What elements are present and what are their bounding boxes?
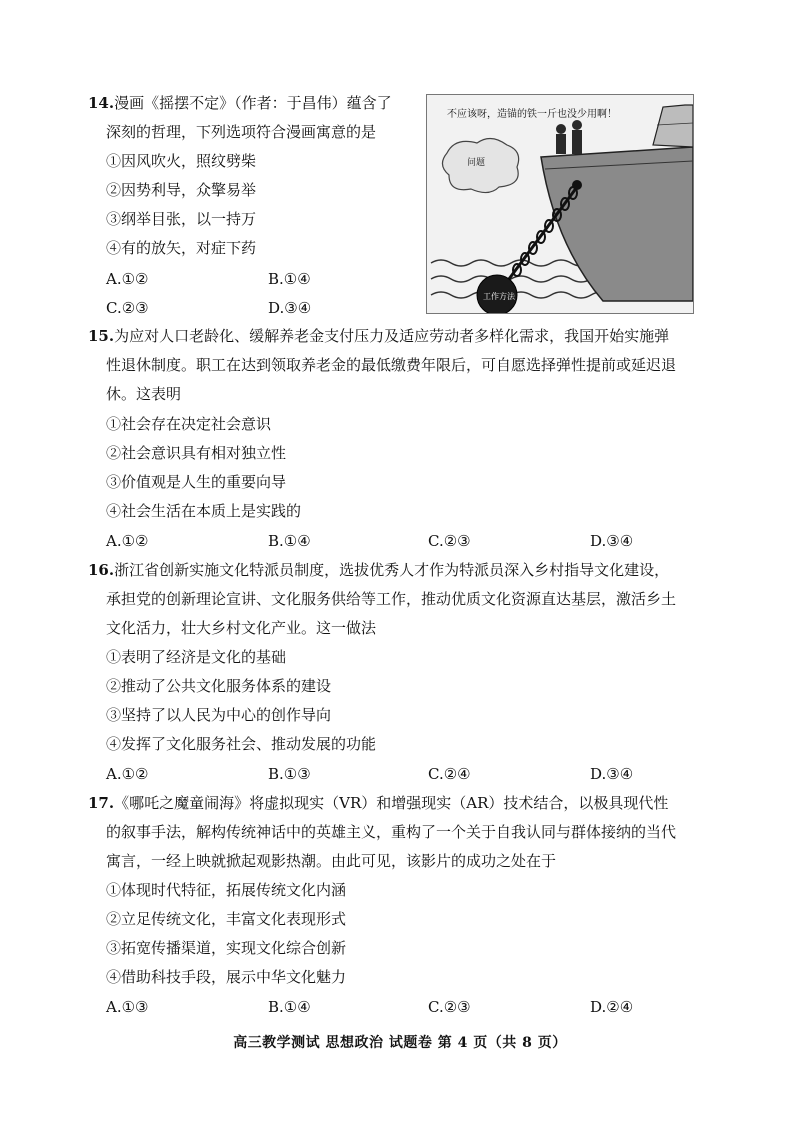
cartoon-drawing [427, 95, 693, 313]
q14-option-c: C.②③ [106, 299, 149, 317]
q14-number: 14. [88, 94, 115, 112]
q14-option-a: A.①② [106, 270, 149, 288]
q15-stem-line-2: 性退休制度。职工在达到领取养老金的最低缴费年限后，可自愿选择弹性提前或延迟退 [106, 356, 677, 374]
hawse-hole [572, 180, 582, 190]
q17-item-3: ③拓宽传播渠道，实现文化综合创新 [106, 939, 347, 957]
problem-cloud [442, 138, 518, 192]
q14-item-2: ②因势利导，众擎易举 [106, 181, 257, 199]
q14-option-b: B.①④ [268, 270, 311, 288]
q14-item-1: ①因风吹火，照纹劈柴 [106, 152, 257, 170]
q17-option-d: D.②④ [590, 998, 634, 1016]
q16-stem-line-1: 16.浙江省创新实施文化特派员制度，选拔优秀人才作为特派员深入乡村指导文化建设， [88, 561, 670, 579]
q14-item-3: ③纲举目张，以一持万 [106, 210, 257, 228]
cartoon-caption: 不应该呀，造锚的铁一斤也没少用啊！ [447, 109, 617, 120]
q14-item-4: ④有的放矢，对症下药 [106, 239, 257, 257]
q17-option-b: B.①④ [268, 998, 311, 1016]
page-footer: 高三教学测试 思想政治 试题卷 第 4 页（共 8 页） [233, 1035, 567, 1051]
anchor-label: 工作方法 [483, 292, 515, 301]
cloud-label: 问题 [467, 158, 486, 168]
q17-stem-line-1: 17.《哪吒之魔童闹海》将虚拟现实（VR）和增强现实（AR）技术结合，以极具现代性 [88, 794, 669, 812]
q15-option-b: B.①④ [268, 532, 311, 550]
q16-stem-line-2: 承担党的创新理论宣讲、文化服务供给等工作，推动优质文化资源直达基层，激活乡土 [106, 590, 677, 608]
q16-item-2: ②推动了公共文化服务体系的建设 [106, 677, 332, 695]
q15-number: 15. [88, 327, 115, 345]
q17-item-4: ④借助科技手段，展示中华文化魅力 [106, 968, 347, 986]
q16-number: 16. [88, 561, 115, 579]
q16-stem-line-3: 文化活力，壮大乡村文化产业。这一做法 [106, 619, 377, 637]
q15-item-1: ①社会存在决定社会意识 [106, 415, 272, 433]
q16-option-a: A.①② [106, 765, 149, 783]
q15-item-3: ③价值观是人生的重要向导 [106, 473, 287, 491]
q15-option-d: D.③④ [590, 532, 634, 550]
q16-item-1: ①表明了经济是文化的基础 [106, 648, 287, 666]
q16-option-c: C.②④ [428, 765, 471, 783]
q14-option-d: D.③④ [268, 299, 312, 317]
q15-stem-line-1: 15.为应对人口老龄化、缓解养老金支付压力及适应劳动者多样化需求，我国开始实施弹 [88, 327, 670, 345]
q17-item-1: ①体现时代特征，拓展传统文化内涵 [106, 881, 347, 899]
q14-stem-line-1: 14.漫画《摇摆不定》（作者：于昌伟）蕴含了 [88, 94, 392, 112]
q15-item-2: ②社会意识具有相对独立性 [106, 444, 287, 462]
q15-item-4: ④社会生活在本质上是实践的 [106, 502, 302, 520]
q16-option-b: B.①③ [268, 765, 311, 783]
q15-stem-line-3: 休。这表明 [106, 385, 182, 403]
q17-stem-line-3: 寓言，一经上映就掀起观影热潮。由此可见，该影片的成功之处在于 [106, 852, 557, 870]
q14-stem-line-2: 深刻的哲理，下列选项符合漫画寓意的是 [106, 123, 377, 141]
q15-option-c: C.②③ [428, 532, 471, 550]
q17-item-2: ②立足传统文化，丰富文化表现形式 [106, 910, 347, 928]
q17-number: 17. [88, 794, 115, 812]
q17-option-a: A.①③ [106, 998, 149, 1016]
q17-stem-line-2: 的叙事手法，解构传统神话中的英雄主义，重构了一个关于自我认同与群体接纳的当代 [106, 823, 677, 841]
q16-item-4: ④发挥了文化服务社会、推动发展的功能 [106, 735, 377, 753]
cartoon-image [426, 94, 694, 314]
q17-option-c: C.②③ [428, 998, 471, 1016]
q15-option-a: A.①② [106, 532, 149, 550]
q16-item-3: ③坚持了以人民为中心的创作导向 [106, 706, 332, 724]
q16-option-d: D.③④ [590, 765, 634, 783]
